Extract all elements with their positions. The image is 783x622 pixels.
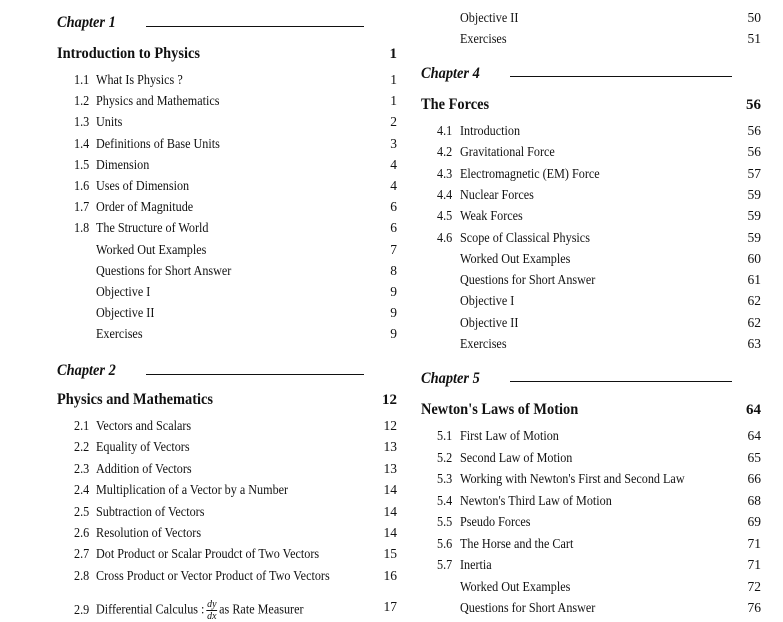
toc-entry-page: 6 bbox=[390, 199, 397, 215]
toc-entry-number: 5.5 bbox=[437, 514, 453, 529]
toc-entry-page: 3 bbox=[390, 135, 397, 151]
toc-entry[interactable] bbox=[437, 208, 523, 224]
fraction-denominator: dx bbox=[207, 610, 217, 622]
toc-entry-number: 5.4 bbox=[437, 492, 453, 508]
toc-entry-text: The Structure of World bbox=[95, 220, 209, 236]
toc-entry-number: 5.7 bbox=[437, 557, 453, 572]
toc-entry[interactable] bbox=[74, 439, 190, 455]
toc-entry-number: 5.1 bbox=[437, 428, 453, 443]
toc-entry[interactable] bbox=[74, 418, 191, 434]
toc-entry-text: Equality of Vectors bbox=[95, 439, 190, 455]
toc-entry-text: Cross Product or Vector Product of Two Vectors bbox=[95, 567, 330, 583]
toc-entry[interactable] bbox=[74, 114, 122, 130]
chapter-4-page: 56 bbox=[746, 97, 761, 113]
toc-entry-page: 4 bbox=[390, 156, 397, 172]
toc-entry-text: Differential Calculus : bbox=[95, 601, 205, 617]
toc-entry-number: 4.2 bbox=[437, 144, 453, 160]
toc-entry[interactable] bbox=[96, 326, 143, 342]
toc-entry[interactable] bbox=[74, 72, 183, 88]
toc-entry[interactable] bbox=[74, 136, 220, 152]
toc-entry-text: Dot Product or Scalar Proudct of Two Vectors bbox=[95, 546, 320, 562]
toc-entry-text: Worked Out Examples bbox=[460, 250, 571, 266]
toc-entry-page: 51 bbox=[747, 31, 761, 46]
toc-entry-number: 5.2 bbox=[437, 449, 453, 465]
chapter-4-rule bbox=[510, 76, 732, 77]
toc-entry-page: 72 bbox=[747, 578, 761, 594]
toc-entry-text: Second Law of Motion bbox=[459, 449, 573, 465]
toc-entry-text: What Is Physics ? bbox=[95, 72, 183, 87]
toc-entry-page: 69 bbox=[747, 514, 761, 529]
toc-entry-text: Objective II bbox=[96, 305, 155, 321]
toc-entry-page: 13 bbox=[383, 439, 397, 455]
toc-entry-page: 62 bbox=[747, 314, 761, 330]
toc-entry[interactable] bbox=[437, 471, 685, 487]
toc-entry-page: 9 bbox=[390, 326, 397, 342]
toc-entry-page: 13 bbox=[383, 460, 397, 476]
toc-entry-text: Multiplication of a Vector by a Number bbox=[95, 482, 289, 498]
toc-entry[interactable] bbox=[74, 220, 209, 236]
chapter-2-page: 12 bbox=[382, 392, 397, 408]
toc-entry[interactable] bbox=[460, 579, 570, 595]
chapter-4-title[interactable]: The Forces bbox=[421, 96, 490, 113]
toc-entry[interactable] bbox=[96, 305, 154, 321]
toc-entry-page: 71 bbox=[747, 535, 761, 551]
toc-entry-text: Electromagnetic (EM) Force bbox=[459, 165, 600, 181]
toc-entry-text: Nuclear Forces bbox=[459, 186, 534, 202]
toc-entry-text: Questions for Short Answer bbox=[460, 272, 596, 288]
chapter-5-title[interactable]: Newton's Laws of Motion bbox=[421, 401, 579, 418]
toc-entry-number: 5.3 bbox=[437, 471, 453, 486]
toc-entry-text: Subtraction of Vectors bbox=[95, 503, 205, 519]
toc-entry-page: 76 bbox=[747, 600, 761, 615]
toc-entry-number: 1.4 bbox=[74, 135, 90, 151]
toc-entry-page: 61 bbox=[747, 272, 761, 288]
toc-entry[interactable] bbox=[96, 242, 206, 258]
toc-entry[interactable] bbox=[96, 263, 231, 279]
toc-entry-page: 14 bbox=[383, 503, 397, 519]
toc-entry-text: Inertia bbox=[459, 557, 492, 572]
toc-entry-text: Worked Out Examples bbox=[460, 578, 571, 594]
toc-entry-number: 4.6 bbox=[437, 229, 453, 245]
toc-entry[interactable] bbox=[74, 461, 192, 477]
toc-entry[interactable] bbox=[74, 546, 319, 562]
toc-entry[interactable] bbox=[460, 315, 518, 331]
toc-entry-text: Worked Out Examples bbox=[96, 241, 207, 257]
toc-entry-page: 62 bbox=[747, 293, 761, 309]
toc-entry-number: 2.9 bbox=[74, 601, 90, 617]
toc-entry-page: 9 bbox=[390, 284, 397, 299]
toc-entry-text: Exercises bbox=[460, 31, 507, 46]
toc-entry[interactable] bbox=[437, 450, 572, 466]
toc-entry-text: Physics and Mathematics bbox=[95, 93, 220, 109]
toc-entry[interactable] bbox=[437, 536, 573, 552]
toc-entry-text: First Law of Motion bbox=[459, 428, 559, 443]
toc-entry-page: 60 bbox=[747, 250, 761, 266]
toc-entry-text: Exercises bbox=[96, 326, 143, 342]
chapter-1-label: Chapter 1 bbox=[57, 14, 116, 31]
toc-entry[interactable] bbox=[460, 600, 595, 616]
toc-entry[interactable] bbox=[74, 157, 149, 173]
toc-entry-number: 1.3 bbox=[74, 114, 90, 130]
toc-entry[interactable] bbox=[460, 272, 595, 288]
chapter-1-title[interactable]: Introduction to Physics bbox=[57, 45, 200, 62]
toc-entry-number: 1.6 bbox=[74, 178, 90, 193]
toc-entry-page: 56 bbox=[747, 123, 761, 138]
toc-entry-number: 4.4 bbox=[437, 186, 453, 202]
toc-entry-text: Addition of Vectors bbox=[95, 460, 192, 476]
chapter-5-label: Chapter 5 bbox=[421, 370, 480, 387]
toc-entry[interactable] bbox=[460, 336, 507, 352]
toc-entry-number: 2.2 bbox=[74, 439, 90, 455]
toc-entry-page: 9 bbox=[390, 305, 397, 321]
toc-entry-text: Newton's Third Law of Motion bbox=[459, 492, 612, 508]
toc-entry-page: 50 bbox=[747, 10, 761, 25]
toc-entry-text: Gravitational Force bbox=[459, 144, 555, 160]
toc-entry[interactable] bbox=[74, 178, 189, 194]
toc-entry-number: 5.6 bbox=[437, 535, 453, 551]
toc-entry[interactable] bbox=[437, 187, 534, 203]
toc-entry[interactable] bbox=[437, 514, 531, 530]
toc-entry[interactable] bbox=[437, 493, 612, 509]
toc-entry-text: Uses of Dimension bbox=[95, 178, 190, 193]
toc-entry-number: 4.1 bbox=[437, 123, 453, 138]
toc-entry[interactable] bbox=[437, 166, 600, 182]
toc-entry-page: 59 bbox=[747, 208, 761, 224]
toc-entry-page: 66 bbox=[747, 471, 761, 486]
toc-entry-page: 59 bbox=[747, 186, 761, 202]
toc-entry-number: 2.4 bbox=[74, 482, 90, 498]
chapter-2-title[interactable]: Physics and Mathematics bbox=[57, 391, 213, 408]
toc-entry[interactable] bbox=[437, 144, 555, 160]
toc-entry-number: 4.5 bbox=[437, 208, 453, 224]
toc-entry-text: Weak Forces bbox=[459, 208, 523, 224]
toc-entry-page: 17 bbox=[383, 599, 397, 614]
toc-entry[interactable] bbox=[460, 10, 518, 26]
toc-entry-text: Resolution of Vectors bbox=[95, 525, 202, 540]
toc-entry-page: 8 bbox=[390, 262, 397, 278]
toc-entry[interactable] bbox=[437, 123, 520, 139]
toc-entry-number: 1.1 bbox=[74, 72, 90, 87]
toc-entry[interactable] bbox=[437, 230, 590, 246]
toc-entry[interactable] bbox=[96, 284, 150, 300]
toc-entry-page: 65 bbox=[747, 449, 761, 465]
toc-entry-text: Units bbox=[95, 114, 123, 130]
toc-entry-text: Objective II bbox=[460, 314, 519, 330]
toc-entry[interactable] bbox=[74, 199, 193, 215]
toc-entry-number: 2.5 bbox=[74, 503, 90, 519]
toc-entry-text: Pseudo Forces bbox=[459, 514, 531, 529]
toc-entry-text: Exercises bbox=[460, 336, 507, 351]
toc-entry-text: Scope of Classical Physics bbox=[459, 229, 590, 245]
toc-entry[interactable] bbox=[74, 568, 330, 584]
toc-entry-number: 2.3 bbox=[74, 460, 90, 476]
toc-entry[interactable] bbox=[74, 93, 220, 109]
toc-entry-page: 14 bbox=[383, 525, 397, 540]
toc-entry-number: 1.8 bbox=[74, 220, 90, 236]
toc-entry[interactable] bbox=[74, 504, 204, 520]
toc-entry[interactable] bbox=[460, 31, 507, 47]
toc-entry-text: Vectors and Scalars bbox=[95, 418, 192, 433]
toc-entry-page: 12 bbox=[383, 418, 397, 433]
toc-entry-page: 57 bbox=[747, 165, 761, 181]
toc-entry-page: 15 bbox=[383, 546, 397, 562]
toc-entry-number: 2.8 bbox=[74, 567, 90, 583]
toc-entry[interactable] bbox=[460, 293, 514, 309]
toc-entry-text: Introduction bbox=[459, 123, 521, 138]
toc-entry-page: 63 bbox=[747, 336, 761, 351]
toc-entry-text: Order of Magnitude bbox=[95, 199, 194, 215]
toc-entry-text: Definitions of Base Units bbox=[95, 135, 220, 151]
toc-entry-text: Objective II bbox=[460, 10, 519, 25]
toc-entry-text: Dimension bbox=[95, 156, 150, 172]
toc-entry-page: 2 bbox=[390, 114, 397, 130]
toc-entry-number: 1.7 bbox=[74, 199, 90, 215]
toc-entry-number: 2.1 bbox=[74, 418, 90, 433]
toc-entry-number: 1.5 bbox=[74, 156, 90, 172]
toc-entry-page: 68 bbox=[747, 492, 761, 508]
toc-entry[interactable] bbox=[74, 525, 201, 541]
chapter-4-label: Chapter 4 bbox=[421, 65, 480, 82]
toc-entry-text: The Horse and the Cart bbox=[459, 535, 574, 551]
toc-entry-number: 2.7 bbox=[74, 546, 90, 562]
chapter-2-label: Chapter 2 bbox=[57, 362, 116, 379]
toc-entry-page: 71 bbox=[747, 557, 761, 572]
toc-entry-page: 7 bbox=[390, 241, 397, 257]
toc-entry-page: 56 bbox=[747, 144, 761, 160]
toc-entry-page: 16 bbox=[383, 567, 397, 583]
toc-entry-text: Working with Newton's First and Second Law bbox=[459, 471, 685, 486]
toc-entry[interactable] bbox=[460, 251, 570, 267]
toc-entry-text: Objective I bbox=[460, 293, 515, 309]
toc-entry-text: Questions for Short Answer bbox=[96, 262, 232, 278]
toc-entry-page: 59 bbox=[747, 229, 761, 245]
toc-entry-page: 1 bbox=[390, 93, 397, 109]
toc-entry-text-after: as Rate Measurer bbox=[219, 601, 304, 617]
chapter-2-rule bbox=[146, 374, 364, 375]
toc-entry-page: 4 bbox=[390, 178, 397, 193]
toc-entry-page: 64 bbox=[747, 428, 761, 443]
fraction-numerator: dy bbox=[207, 598, 217, 610]
toc-entry-page: 1 bbox=[390, 72, 397, 87]
toc-entry[interactable] bbox=[437, 557, 492, 573]
chapter-1-rule bbox=[146, 26, 364, 27]
toc-entry-number: 1.2 bbox=[74, 93, 90, 109]
chapter-1-page: 1 bbox=[389, 46, 397, 62]
toc-entry-text: Objective I bbox=[96, 284, 151, 299]
chapter-5-page: 64 bbox=[746, 402, 761, 418]
toc-entry[interactable] bbox=[437, 428, 559, 444]
toc-entry-page: 6 bbox=[390, 220, 397, 236]
toc-entry-number: 4.3 bbox=[437, 165, 453, 181]
toc-entry[interactable] bbox=[74, 482, 288, 498]
toc-entry-page: 14 bbox=[383, 482, 397, 498]
toc-entry-text: Questions for Short Answer bbox=[460, 600, 596, 615]
toc-entry-number: 2.6 bbox=[74, 525, 90, 540]
chapter-5-rule bbox=[510, 381, 732, 382]
